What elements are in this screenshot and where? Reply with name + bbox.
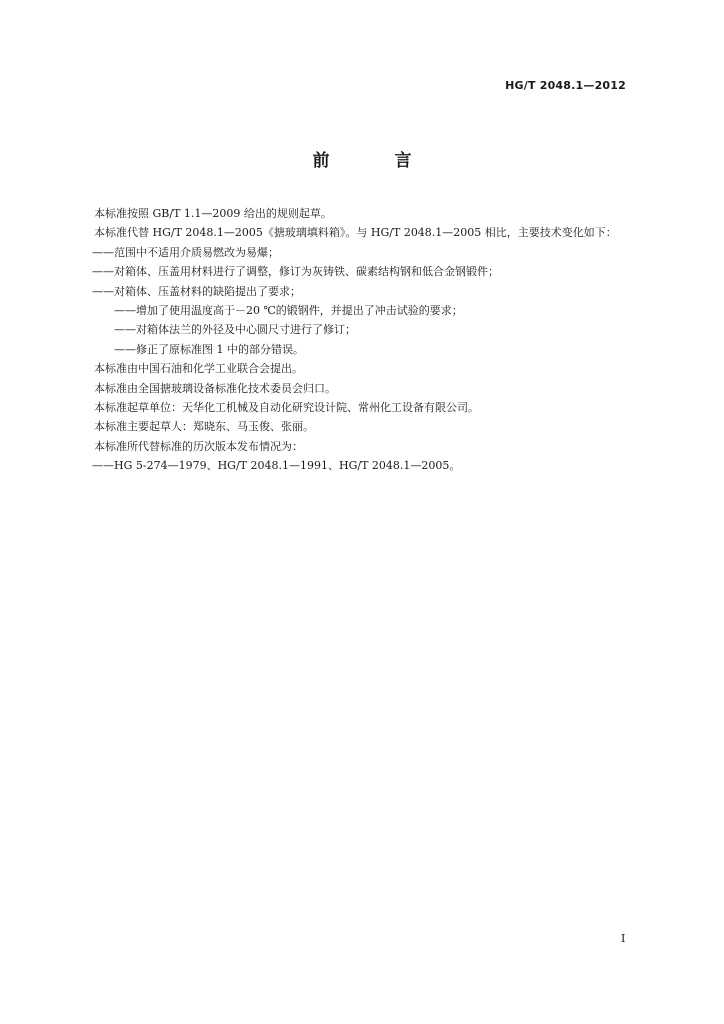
change-item-defects: ——对箱体、压盖材料的缺陷提出了要求； <box>92 284 301 298</box>
paragraph-drafting-rules: 本标准按照 GB/T 1.1—2009 给出的规则起草。 <box>94 207 332 220</box>
paragraph-drafting-units: 本标准起草单位：天华化工机械及自动化研究设计院、常州化工设备有限公司。 <box>94 401 479 415</box>
paragraph-responsible-committee: 本标准由全国搪玻璃设备标准化技术委员会归口。 <box>94 381 336 395</box>
paragraph-replaces-standard: 本标准代替 HG/T 2048.1—2005《搪玻璃填料箱》。与 HG/T 2048.1—2005 相比，主要技术变化如下： <box>94 226 617 240</box>
paragraph-proposed-by: 本标准由中国石油和化学工业联合会提出。 <box>94 362 303 376</box>
page-title: 前 言 <box>312 151 436 171</box>
paragraph-drafters: 本标准主要起草人：郑晓东、马玉俊、张丽。 <box>94 420 314 434</box>
paragraph-history-intro: 本标准所代替标准的历次版本发布情况为： <box>94 439 303 453</box>
change-item-materials: ——对箱体、压盖用材料进行了调整，修订为灰铸铁、碳素结构钢和低合金钢锻件； <box>92 265 499 279</box>
change-item-forgings: ——增加了使用温度高于－20 ℃的锻钢件，并提出了冲击试验的要求； <box>114 304 463 318</box>
page-number: I <box>621 932 626 945</box>
document-number: HG/T 2048.1—2012 <box>505 79 626 92</box>
foreword-body <box>76 204 632 476</box>
change-item-scope: ——范围中不适用介质易燃改为易爆； <box>92 245 279 259</box>
history-item-versions: ——HG 5-274—1979、HG/T 2048.1—1991、HG/T 2048.1—2005。 <box>92 459 461 473</box>
change-item-flange: ——对箱体法兰的外径及中心圆尺寸进行了修订； <box>114 323 356 337</box>
change-item-figure: ——修正了原标准图 1 中的部分错误。 <box>114 342 304 356</box>
